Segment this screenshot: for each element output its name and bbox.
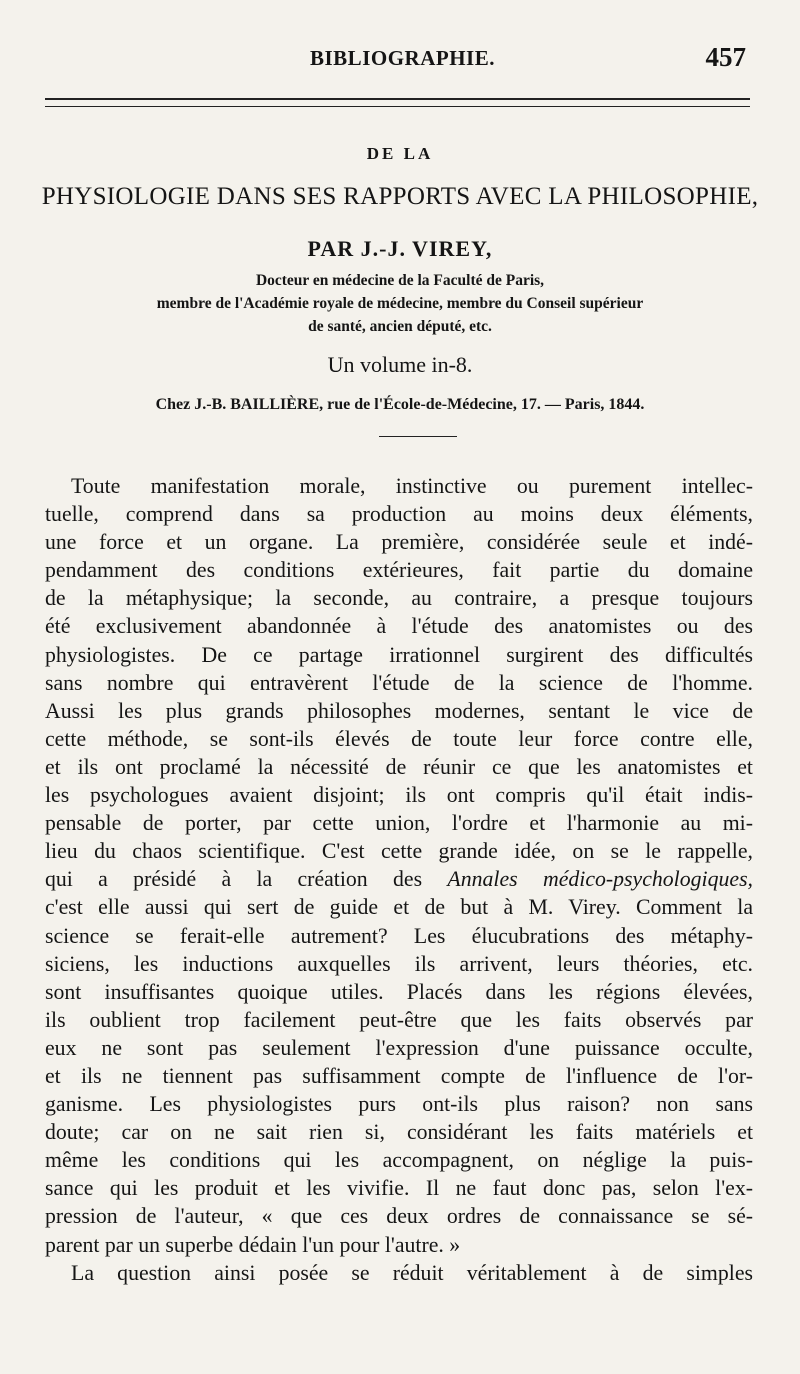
text-line: qui a présidé à la création des [45,867,448,892]
text-line: science se ferait-elle autrement? Les élucubrations des métaphy- [45,923,753,948]
text-line: sont insuffisantes quoique utiles. Placés dans les régions élevées, [45,979,753,1004]
text-line: doute; car on ne sait rien si, considérant les faits matériels et [45,1120,753,1145]
running-head [40,42,750,78]
volume-format: Un volume in-8. [327,352,473,377]
review-body [45,472,753,1287]
text-line: ils oublient trop facilement peut-être que les faits observés par [45,1007,753,1032]
text-line: parent par un superbe dédain l'un pour l'autre. » [45,1232,461,1257]
text-line: de la métaphysique; la seconde, au contraire, a presque toujours [45,586,753,611]
journal-title: Annales médico-psychologiques, [447,867,753,892]
text-line: eux ne sont pas seulement l'expression d'une puissance occulte, [45,1035,753,1060]
title-prefix: DE LA [366,144,434,163]
article-author: PAR J.-J. VIREY, [307,236,493,261]
text-line: lieu du chaos scientifique. C'est cette grande idée, on se le rappelle, [45,839,753,864]
author-credit-line: membre de l'Académie royale de médecine, membre du Conseil supérieur [156,295,644,312]
text-line: sance qui les produit et les vivifie. Il ne faut donc pas, selon l'ex- [45,1176,753,1201]
publisher-imprint: Chez J.-B. BAILLIÈRE, rue de l'École-de-Médecine, 17. — Paris, 1844. [155,396,645,413]
text-line: La question ainsi posée se réduit véritablement à de simples [71,1260,753,1285]
author-credit-line: de santé, ancien député, etc. [308,318,492,335]
header-double-rule [45,98,750,107]
text-line: pression de l'auteur, « que ces deux ordres de connaissance se sé- [45,1204,753,1229]
text-line: c'est elle aussi qui sert de guide et de but à M. Virey. Comment la [45,895,753,920]
text-line: les psychologues avaient disjoint; ils ont compris qu'il était indis- [45,783,753,808]
text-line: ganisme. Les physiologistes purs ont-ils plus raison? non sans [45,1092,753,1117]
section-divider [379,436,457,437]
text-line: une force et un organe. La première, considérée seule et indé- [45,530,753,555]
author-credit-line: Docteur en médecine de la Faculté de Paris, [255,272,545,289]
text-line: Toute manifestation morale, instinctive ou purement intellec- [71,474,753,498]
text-line: pendamment des conditions extérieures, fait partie du domaine [45,558,753,583]
text-line: siciens, les inductions auxquelles ils arrivent, leurs théories, etc. [45,951,753,976]
text-line: Aussi les plus grands philosophes modernes, sentant le vice de [45,698,753,723]
running-title: BIBLIOGRAPHIE. [310,46,495,70]
text-line: pensable de porter, par cette union, l'ordre et l'harmonie au mi- [45,811,753,836]
text-line: été exclusivement abandonnée à l'étude des anatomistes ou des [45,614,753,639]
article-title: PHYSIOLOGIE DANS SES RAPPORTS AVEC LA PHILOSOPHIE, [41,183,759,210]
text-line: même les conditions qui les accompagnent, on néglige la puis- [45,1148,753,1173]
page-number: 457 [705,42,746,72]
text-line: tuelle, comprend dans sa production au moins deux éléments, [45,502,753,527]
text-line: et ils ont proclamé la nécessité de réunir ce que les anatomistes et [45,754,753,779]
text-line: sans nombre qui entravèrent l'étude de la science de l'homme. [45,670,753,695]
text-line: et ils ne tiennent pas suffisamment compte de l'influence de l'or- [45,1063,753,1088]
text-line-with-title [45,865,753,893]
text-line: physiologistes. De ce partage irrationnel surgirent des difficultés [45,642,753,667]
text-line: cette méthode, se sont-ils élevés de toute leur force contre elle, [45,726,753,751]
